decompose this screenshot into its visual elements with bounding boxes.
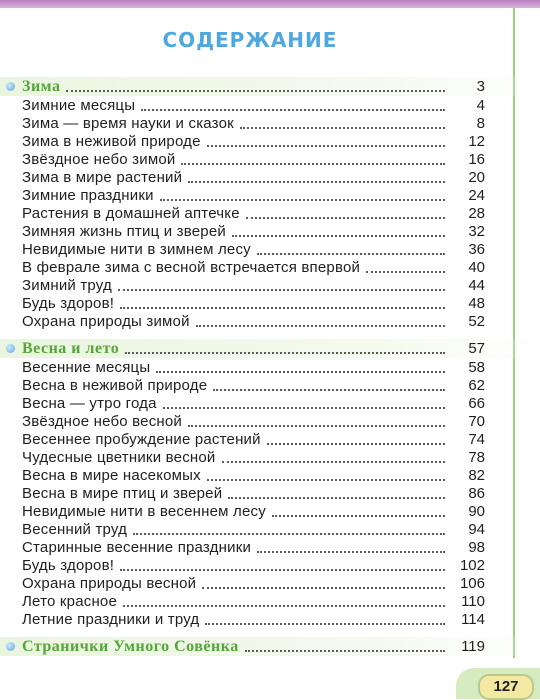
entry-page-number: 78 xyxy=(468,449,485,466)
entry-title: Звёздное небо зимой xyxy=(22,151,176,168)
toc-entry[interactable] xyxy=(0,205,540,223)
dot-leader xyxy=(228,497,445,499)
entry-page-number: 32 xyxy=(468,223,485,240)
entry-title: В феврале зима с весной встречается впервой xyxy=(22,259,361,276)
entry-title: Зимние праздники xyxy=(22,187,154,204)
toc-entry[interactable] xyxy=(0,467,540,485)
section-spacer xyxy=(0,331,540,337)
dot-leader xyxy=(202,587,445,589)
entry-page-number: 94 xyxy=(468,521,485,538)
entry-page-number: 70 xyxy=(468,413,485,430)
dot-leader xyxy=(205,623,445,625)
toc-entry[interactable] xyxy=(0,395,540,413)
bullet-icon xyxy=(6,82,15,91)
bullet-icon xyxy=(6,344,15,353)
dot-leader xyxy=(160,199,445,201)
entry-page-number: 114 xyxy=(461,611,485,628)
page-title: СОДЕРЖАНИЕ xyxy=(162,28,338,52)
dot-leader xyxy=(246,217,445,219)
section-title: Зима xyxy=(22,78,61,95)
entry-title: Зима в неживой природе xyxy=(22,133,201,150)
entry-title: Летние праздники и труд xyxy=(22,611,200,628)
toc-entry[interactable] xyxy=(0,295,540,313)
section-spacer xyxy=(0,629,540,635)
section-page-number: 119 xyxy=(461,638,485,655)
entry-page-number: 24 xyxy=(468,187,485,204)
toc-entry[interactable] xyxy=(0,223,540,241)
entry-title: Охрана природы зимой xyxy=(22,313,190,330)
entry-page-number: 82 xyxy=(468,467,485,484)
entry-title: Зимние месяцы xyxy=(22,97,136,114)
toc-entry[interactable] xyxy=(0,115,540,133)
toc-entry[interactable] xyxy=(0,575,540,593)
dot-leader xyxy=(222,461,446,463)
entry-title: Зима в мире растений xyxy=(22,169,183,186)
entry-page-number: 106 xyxy=(459,575,485,592)
dot-leader xyxy=(267,443,445,445)
toc-entry[interactable] xyxy=(0,611,540,629)
entry-title: Весна — утро года xyxy=(22,395,157,412)
section-heading-row[interactable] xyxy=(0,77,540,96)
entry-page-number: 66 xyxy=(468,395,485,412)
toc-entry[interactable] xyxy=(0,413,540,431)
table-of-contents xyxy=(0,75,540,657)
entry-page-number: 16 xyxy=(468,151,485,168)
entry-page-number: 28 xyxy=(468,205,485,222)
dot-leader xyxy=(272,515,445,517)
entry-page-number: 48 xyxy=(468,295,485,312)
dot-leader xyxy=(120,307,445,309)
entry-title: Чудесные цветники весной xyxy=(22,449,216,466)
section-page-number: 57 xyxy=(468,340,485,357)
toc-entry[interactable] xyxy=(0,151,540,169)
entry-page-number: 36 xyxy=(468,241,485,258)
dot-leader xyxy=(156,371,445,373)
section-title: Весна и лето xyxy=(22,340,120,357)
entry-title: Весна в неживой природе xyxy=(22,377,208,394)
entry-title: Невидимые нити в весеннем лесу xyxy=(22,503,266,520)
entry-title: Лето красное xyxy=(22,593,118,610)
entry-page-number: 4 xyxy=(476,97,485,114)
entry-page-number: 98 xyxy=(468,539,485,556)
entry-page-number: 86 xyxy=(468,485,485,502)
entry-page-number: 62 xyxy=(468,377,485,394)
toc-entry[interactable] xyxy=(0,133,540,151)
entry-title: Будь здоров! xyxy=(22,295,115,312)
entry-title: Будь здоров! xyxy=(22,557,115,574)
entry-page-number: 58 xyxy=(468,359,485,376)
dot-leader xyxy=(207,479,445,481)
entry-title: Весна в мире насекомых xyxy=(22,467,201,484)
dot-leader xyxy=(366,271,445,273)
dot-leader xyxy=(245,650,445,652)
toc-entry[interactable] xyxy=(0,503,540,521)
toc-entry[interactable] xyxy=(0,241,540,259)
dot-leader xyxy=(188,425,445,427)
dot-leader xyxy=(118,289,445,291)
entry-title: Зимняя жизнь птиц и зверей xyxy=(22,223,226,240)
toc-entry[interactable] xyxy=(0,97,540,115)
section-heading-row[interactable] xyxy=(0,637,540,656)
bullet-icon xyxy=(6,642,15,651)
dot-leader xyxy=(196,325,445,327)
entry-title: Зимний труд xyxy=(22,277,112,294)
entry-title: Весеннее пробуждение растений xyxy=(22,431,261,448)
entry-title: Охрана природы весной xyxy=(22,575,197,592)
entry-page-number: 102 xyxy=(459,557,485,574)
entry-page-number: 20 xyxy=(468,169,485,186)
toc-entry[interactable] xyxy=(0,593,540,611)
dot-leader xyxy=(257,253,445,255)
entry-title: Весенние месяцы xyxy=(22,359,151,376)
entry-title: Растения в домашней аптечке xyxy=(22,205,240,222)
dot-leader xyxy=(240,127,445,129)
section-heading-row[interactable] xyxy=(0,339,540,358)
entry-page-number: 44 xyxy=(468,277,485,294)
entry-title: Весенний труд xyxy=(22,521,128,538)
toc-entry[interactable] xyxy=(0,359,540,377)
entry-page-number: 12 xyxy=(468,133,485,150)
entry-page-number: 74 xyxy=(468,431,485,448)
entry-title: Весна в мире птиц и зверей xyxy=(22,485,223,502)
dot-leader xyxy=(120,569,445,571)
dot-leader xyxy=(181,163,445,165)
toc-entry[interactable] xyxy=(0,169,540,187)
toc-entry[interactable] xyxy=(0,557,540,575)
section-title: Странички Умного Совёнка xyxy=(22,638,239,655)
toc-entry[interactable] xyxy=(0,431,540,449)
entry-page-number: 110 xyxy=(461,593,485,610)
dot-leader xyxy=(213,389,445,391)
entry-title: Звёздное небо весной xyxy=(22,413,183,430)
entry-page-number: 8 xyxy=(476,115,485,132)
dot-leader xyxy=(163,407,445,409)
entry-page-number: 90 xyxy=(468,503,485,520)
dot-leader xyxy=(133,533,445,535)
entry-page-number: 40 xyxy=(468,259,485,276)
toc-entry[interactable] xyxy=(0,539,540,557)
toc-entry[interactable] xyxy=(0,377,540,395)
entry-page-number: 52 xyxy=(468,313,485,330)
dot-leader xyxy=(232,235,445,237)
dot-leader xyxy=(207,145,445,147)
toc-entry[interactable] xyxy=(0,521,540,539)
dot-leader xyxy=(123,605,445,607)
toc-entry[interactable] xyxy=(0,187,540,205)
entry-title: Старинные весенние праздники xyxy=(22,539,252,556)
dot-leader xyxy=(66,90,445,92)
dot-leader xyxy=(125,352,445,354)
toc-entry[interactable] xyxy=(0,313,540,331)
toc-entry[interactable] xyxy=(0,259,540,277)
toc-entry[interactable] xyxy=(0,485,540,503)
toc-entry[interactable] xyxy=(0,277,540,295)
page-number-badge: 127 xyxy=(478,674,534,700)
entry-title: Зима — время науки и сказок xyxy=(22,115,234,132)
dot-leader xyxy=(257,551,445,553)
entry-title: Невидимые нити в зимнем лесу xyxy=(22,241,251,258)
section-page-number: 3 xyxy=(476,78,485,95)
dot-leader xyxy=(141,109,445,111)
dot-leader xyxy=(188,181,445,183)
top-color-band xyxy=(0,0,540,8)
toc-entry[interactable] xyxy=(0,449,540,467)
